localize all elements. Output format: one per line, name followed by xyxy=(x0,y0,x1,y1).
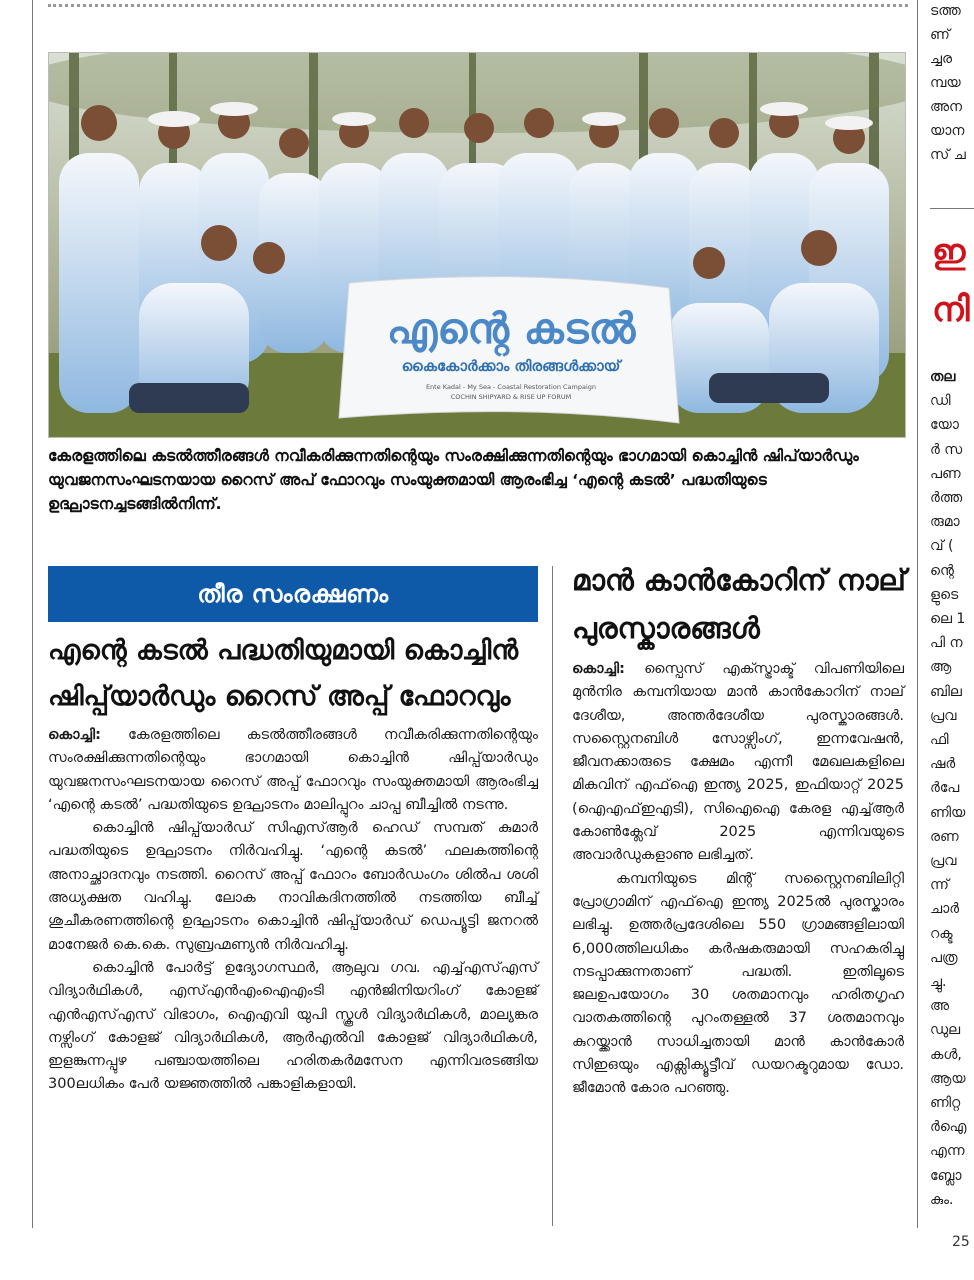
story1-para2: കൊച്ചിൻ ഷിപ്പ്‌യാർഡ് സിഎസ്ആർ ഹെഡ് സമ്പത് കുമാർ പദ്ധതിയുടെ ഉദ്ഘാടനം നിർവഹിച്ചു. ‘എന്റെ കടൽ’ ഫലകത്തിന്റെ അനാച്ഛാദനവും നടത്തി. റൈസ് അപ്പ് ഫോറം ബോർഡംഗം ശിൽപ ശശി അധ്യക്ഷത വഹിച്ചു. ലോക നാവികദിനത്തിൽ നടത്തിയ ബീച്ച് ശുചീകരണത്തിന്റെ ഉദ്ഘാടനം കൊച്ചിൻ ഷിപ്പ്‌യാർഡ് ഡെപ്യൂട്ടി ജനറൽ മാനേജർ കെ.കെ. സുബ്രഹ്മണ്യൻ നിർവഹിച്ചു. xyxy=(48,820,538,953)
right-top-fragment: ച്ചര xyxy=(930,51,952,67)
right-body-fragment: അ xyxy=(930,998,950,1015)
right-top-fragment: സ് ച xyxy=(930,147,966,163)
right-body-fragment: ഫി xyxy=(930,732,949,748)
right-body-fragment: പണ xyxy=(930,465,961,482)
photo-caption: കേരളത്തിലെ കടൽത്തീരങ്ങൾ നവീകരിക്കുന്നതിന്റെയും സംരക്ഷിക്കുന്നതിന്റെയും ഭാഗമായി കൊച്ചിൻ ഷിപ്‌യാർഡും യുവജനസംഘടനയായ റൈസ് അപ് ഫോറവും സംയുക്തമായി ആരംഭിച്ച ‘എന്റെ കടൽ’ പദ്ധതിയുടെ ഉദ്ഘാടനച്ചടങ്ങിൽനിന്ന്. xyxy=(48,447,859,513)
right-body-fragment: ർഐ xyxy=(930,1119,967,1136)
right-cutoff-column xyxy=(930,0,974,1280)
right-top-fragment: യാന xyxy=(930,123,965,139)
right-body-fragment: ചാർ xyxy=(930,901,959,918)
right-red-headline-line1: ഇ xyxy=(932,232,966,272)
right-body-fragment: എന്ന xyxy=(930,1143,965,1160)
banner-small-line2: COCHIN SHIPYARD & RISE UP FORUM xyxy=(450,393,572,401)
right-body-fragment: ബ്ലോ xyxy=(930,1167,962,1184)
story2-body xyxy=(572,658,904,1101)
story1-para1 xyxy=(48,724,538,817)
news-photo xyxy=(48,52,906,438)
banner-title: എന്റെ കടൽ xyxy=(386,304,636,353)
story2-para1 xyxy=(572,658,904,868)
right-body-fragment: പ്രവ xyxy=(930,707,957,724)
right-top-fragment: മ്പയ xyxy=(930,75,961,91)
page-number: 25 xyxy=(952,1234,970,1250)
story1-body xyxy=(48,724,538,1097)
right-body-fragment: യോ xyxy=(930,417,959,434)
story1-para1-text: കേരളത്തിലെ കടൽത്തീരങ്ങൾ നവീകരിക്കുന്നതിന്റെയും സംരക്ഷിക്കുന്നതിന്റെയും ഭാഗമായി കൊച്ചിൻ ഷിപ്പ്‌യാർഡും യുവജനസംഘടനയായ റൈസ് അപ്പ് ഫോറവും സംയുക്തമായി ആരംഭിച്ച ‘എന്റെ കടൽ’ പദ്ധതിയുടെ ഉദ്ഘാടനം മാലിപ്പുറം ചാപ്പ ബീച്ചിൽ നടന്നു. xyxy=(48,727,538,813)
right-top-fragment: ണ് xyxy=(930,27,950,43)
right-body-fragment: രണ xyxy=(930,828,959,845)
cutoff-text-strip xyxy=(48,0,908,14)
right-body-fragment: കും. xyxy=(930,1191,954,1208)
story1-dateline: കൊച്ചി: xyxy=(48,727,101,743)
right-body-fragment: ണിറ്റ xyxy=(930,1095,961,1111)
right-body-fragment: ർ സ xyxy=(930,441,963,458)
banner-small-line1: Ente Kadal - My Sea - Coastal Restoration Campaign xyxy=(425,383,597,391)
column-rule-center xyxy=(552,566,553,1226)
story2-dateline: കൊച്ചി: xyxy=(572,661,625,677)
group-photo-illustration xyxy=(49,53,905,437)
right-body-fragment: തല xyxy=(930,369,956,385)
right-body-fragment: രുമാ xyxy=(930,514,960,531)
story1-headline: എന്റെ കടൽ പദ്ധതിയുമായി കൊച്ചിൻ ഷിപ്പ്‌യാർഡും റൈസ് അപ്പ് ഫോറവും xyxy=(48,635,519,712)
right-body-fragment: പി ന xyxy=(930,635,963,652)
right-body-fragment: ണിയ xyxy=(930,804,966,821)
right-body-fragment: ഷർ xyxy=(930,756,956,773)
right-body-fragment: വ് ( xyxy=(930,538,954,555)
right-body-fragment: പ്രവ xyxy=(930,853,957,869)
right-body-fragment: ളുടെ xyxy=(930,586,959,603)
story1-para3: കൊച്ചിൻ പോർട്ട് ഉദ്യോഗസ്ഥർ, ആലുവ ഗവ. എച്ച്എസ്എസ് വിദ്യാർഥികൾ, എസ്എൻഎംഐഎംടി എൻജിനിയറിംഗ് കോളജ് എൻഎസ്എസ് വിഭാഗം, ഐഎവി യുപി സ്കൂൾ വിദ്യാർഥികൾ, മാല്യങ്കര നഴ്സിംഗ് കോളജ് വിദ്യാർഥികൾ, ആർഎൽവി കോളജ് വിദ്യാർഥികൾ, ഇളങ്കുന്നപ്പുഴ പഞ്ചായത്തിലെ ഹരിതകർമസേന എന്നിവരടങ്ങിയ 300ലധികം പേർ യജ്ഞത്തിൽ പങ്കാളികളായി. xyxy=(48,959,538,1093)
right-body-fragment: ച്ചു. xyxy=(930,974,947,990)
right-red-headline-line2: നി xyxy=(932,290,970,330)
story2-para2: കമ്പനിയുടെ മിന്റ് സസ്റ്റൈനബിലിറ്റി പ്രോഗ്രാമിന് എഫ്ഐ ഇന്ത്യ 2025ൽ പുരസ്കാരം ലഭിച്ചു. ഉത്തർപ്രദേശിലെ 550 ഗ്രാമങ്ങളിലായി 6,000ത്തിലധികം കർഷകരുമായി സഹകരിച്ചു നടപ്പാക്കുന്നതാണ് പദ്ധതി. ഇതിലൂടെ ജലഉപയോഗം 30 ശതമാനവും ഹരിതഗൃഹ വാതകത്തിന്റെ പുറംതള്ളൽ 37 ശതമാനവും കുറയ്ക്കാൻ സാധിച്ചതായി മാൻ കാൻകോർ സിഇഒയും എക്സിക്യൂട്ടീവ് ഡയറക്ടറുമായ ഡോ. ജീമോൻ കോര പറഞ്ഞു. xyxy=(572,870,904,1097)
right-body-fragment: ലെ 1 xyxy=(930,611,966,627)
right-top-fragment: ടത്ത xyxy=(930,3,961,19)
right-body-fragment: ന്ന് xyxy=(930,877,949,894)
right-body-fragment: ർപേ xyxy=(930,780,960,797)
right-body-fragment: പത്ര xyxy=(930,949,958,966)
right-body-fragment: ബില xyxy=(930,683,962,700)
right-body-fragment: ന്റെ xyxy=(930,562,954,579)
right-top-fragment: അന xyxy=(930,99,963,115)
section-tag: തീര സംരക്ഷണം xyxy=(48,566,538,622)
column-rule-right xyxy=(917,0,918,1228)
right-body-fragment: ആ xyxy=(930,659,952,676)
right-body-fragment: ഡുല xyxy=(930,1022,961,1039)
banner-subtitle: കൈകോർക്കാം തിരങ്ങൾക്കായ് xyxy=(401,357,621,375)
right-body-fragment: ഡി xyxy=(930,393,951,410)
right-body-fragment: ർത്ത xyxy=(930,490,963,506)
right-body-fragment: റക്ട xyxy=(930,925,953,942)
story2-para1-text: സ്പൈസ് എക്സ്ട്രാക്ട് വിപണിയിലെ മുൻനിര കമ്പനിയായ മാൻ കാൻകോറിന് നാല് ദേശീയ, അന്തർദേശീയ പുരസ്കാരങ്ങൾ. സസ്റ്റൈനബിൾ സോഴ്സിംഗ്, ഇന്നവേഷൻ, ജീവനക്കാരുടെ ക്ഷേമം എന്നീ മേഖലകളിലെ മികവിന് എഫ്ഐ ഇന്ത്യ 2025, ഇഫിയാറ്റ് 2025 (ഐഎഫ്ഇഎടി), സിഐഐ കേരള എച്ച്ആർ കോൺക്ലേവ് 2025 എന്നിവയുടെ അവാർഡുകളാണു ലഭിച്ചത്. xyxy=(572,661,904,864)
right-body-fragment: കൾ, xyxy=(930,1046,962,1063)
right-body-fragment: ആയ xyxy=(930,1070,966,1087)
column-rule-left xyxy=(32,0,33,1228)
story2-headline: മാൻ കാൻകോറിന് നാല് പുരസ്കാരങ്ങൾ xyxy=(572,563,906,645)
